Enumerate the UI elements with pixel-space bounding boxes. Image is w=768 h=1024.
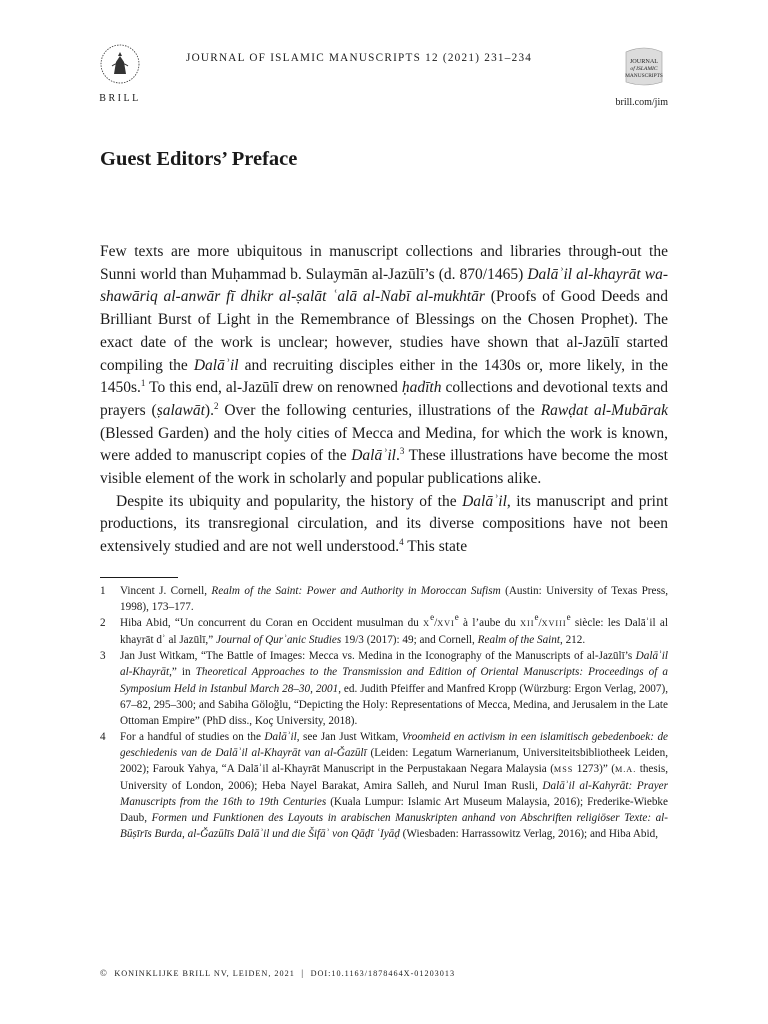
- publisher-name: BRILL: [99, 93, 141, 104]
- text-run: (Kuala Lumpur: Islamic Art Museum Malaysia, 2016); Frederike-Wiebke Daub,: [120, 796, 668, 825]
- italic-term: Dalāʾil: [264, 730, 297, 743]
- article-title: Guest Editors’ Preface: [100, 148, 298, 170]
- superscript: e: [566, 612, 571, 623]
- footnote-divider: [100, 577, 178, 578]
- text-run: , its manuscript and print productions, its transregional circulation, and its diverse compositions have not been extensively studied and are not well understood.: [100, 492, 668, 556]
- footnotes: [100, 583, 668, 843]
- superscript: e: [430, 612, 435, 623]
- journal-logo: [620, 42, 668, 90]
- italic-term: ḥadīth: [401, 379, 442, 397]
- text-run: .: [395, 447, 400, 465]
- text-run: (Blessed Garden) and the holy cities of Mecca and Medina, for which the work is known, were added to manuscript copies of the: [100, 424, 668, 465]
- footnote-2: [100, 612, 668, 648]
- journal-logo-line-1: JOURNAL: [629, 58, 659, 65]
- journal-url-link[interactable]: brill.com/jim: [615, 97, 668, 108]
- journal-logo-line-2: of ISLAMIC: [630, 66, 658, 72]
- small-caps-abbr: M.A.: [614, 765, 637, 775]
- page-footer: [100, 968, 668, 978]
- italic-term: Dalāʾil: [351, 447, 396, 465]
- text-run: siècle: les Dalāʾil al khayrāt dʾ al Jazūlī,”: [120, 617, 668, 647]
- cited-title: Dalāʾil al-Kahyrāt: Prayer Manuscripts from the 16th to 19th Centuries: [120, 780, 668, 809]
- italic-term: Dalāʾil: [193, 356, 239, 374]
- footnote-ref-4[interactable]: 4: [399, 537, 404, 548]
- cited-title: Theoretical Approaches to the Transmission and Edition of Oriental Manuscripts: Proceedings of a Symposium Held in Istanbul March 28–30, 2001: [120, 666, 669, 695]
- italic-term: Rawḍat al-Mubārak: [540, 401, 669, 419]
- copyright-symbol: ©: [100, 968, 108, 978]
- brill-logo: [97, 42, 143, 104]
- text-run: collections and devotional texts and prayers (: [100, 379, 669, 419]
- body-paragraph-1: [100, 241, 668, 491]
- cited-title: Realm of the Saint: [477, 634, 560, 647]
- superscript: e: [534, 612, 539, 623]
- footnote-text: [120, 583, 668, 615]
- text-run: , see Jan Just Witkam,: [296, 730, 402, 743]
- footnote-1: [100, 583, 668, 615]
- text-run: This state: [403, 538, 468, 556]
- cited-title: Formen und Funktionen des Layouts in arabischen Manuskripten anhand von Abschriften religiöser Texte: al-Būṣīrīs Burda, al-Ǧazūlīs Dalāʾil und die Šifāʾ von Qāḍī ʿIyāḍ: [120, 812, 668, 841]
- text-run: ,” in: [169, 666, 196, 679]
- text-run: To this end, al-Jazūlī drew on renowned: [145, 379, 402, 397]
- text-run: and recruiting disciples either in the 1430s or, more likely, in the 1450s.: [100, 356, 669, 397]
- footnote-text: [120, 648, 668, 728]
- footnote-3: [100, 648, 668, 728]
- text-run: 19/3 (2017): 49; and Cornell,: [341, 634, 478, 647]
- footnote-ref-2[interactable]: 2: [213, 400, 219, 411]
- publisher-line: KONINKLIJKE BRILL NV, LEIDEN, 2021: [114, 969, 295, 978]
- body-paragraph-2: [100, 491, 668, 559]
- text-run: (Wiesbaden: Harrassowitz Verlag, 2016); and Hiba Abid,: [399, 828, 659, 841]
- superscript: e: [454, 612, 459, 623]
- italic-term: ṣalawāt: [156, 401, 205, 419]
- text-run: For a handful of studies on the: [120, 730, 265, 743]
- text-run: These illustrations have become the most visible element of the work in scholarly and popular publications alike.: [100, 447, 668, 488]
- text-run: ).: [204, 401, 214, 419]
- text-run: (Austin: University of Texas Press, 1998), 173–177.: [120, 585, 668, 614]
- journal-running-head: JOURNAL OF ISLAMIC MANUSCRIPTS 12 (2021) 231–234: [186, 52, 533, 64]
- footnote-number: 1: [100, 585, 106, 597]
- text-run: , ed. Judith Pfeiffer and Manfred Kropp (Würzburg: Ergon Verlag, 2007), 67–82, 295–300; and Sabiha Göloğlu, “Depicting the Holy: Representations of Mecca, Medina, and Jerusalem in the Late Ottoman Empire” (PhD diss., Koç University, 2018).: [120, 682, 669, 727]
- footnote-number: 4: [100, 730, 106, 743]
- text-run: Vincent J. Cornell,: [120, 585, 212, 597]
- text-run: Over the following centuries, illustrations of the: [218, 401, 541, 419]
- century-numeral: XII: [520, 619, 535, 629]
- doi-link[interactable]: DOI:10.1163/1878464X-01203013: [310, 969, 456, 978]
- text-run: Jan Just Witkam, “The Battle of Images: Mecca vs. Medina in the Iconography of the Manuscripts of al-Jazūlī’s: [120, 650, 636, 663]
- text-run: Despite its ubiquity and popularity, the history of the: [116, 492, 463, 510]
- text-run: Hiba Abid, “Un concurrent du Coran en Occident musulman du: [120, 617, 424, 630]
- century-numeral: XVI: [437, 619, 455, 629]
- cited-title: Realm of the Saint: Power and Authority in Moroccan Sufism: [211, 585, 501, 597]
- text-run: , 212.: [559, 634, 586, 647]
- text-run: /: [434, 617, 438, 630]
- journal-logo-line-3: MANUSCRIPTS: [625, 73, 663, 79]
- italic-term: Dalāʾil: [462, 492, 507, 510]
- century-numeral: XVIII: [541, 619, 567, 629]
- cited-title: Journal of Qurʾanic Studies: [215, 634, 342, 647]
- footnote-number: 3: [100, 650, 106, 663]
- footnote-text: [120, 612, 668, 648]
- brill-seal-icon: [98, 42, 142, 86]
- footnote-number: 2: [100, 617, 106, 630]
- work-title-italic: Dalāʾil al-khayrāt wa-shawāriq al-anwār fī dhikr al-ṣalāt ʿalā al-Nabī al-mukhtār: [100, 265, 668, 306]
- small-caps-abbr: MSS: [553, 765, 574, 775]
- article-body: [100, 241, 668, 559]
- footnote-4: [100, 729, 668, 843]
- footnote-text: [120, 729, 668, 843]
- text-run: thesis, University of London, 2006); Heba Nayel Barakat, Amira Salleh, and Nurul Iman Rusli,: [120, 763, 668, 793]
- cited-title: Dalāʾil al-Khayrāt: [120, 650, 668, 679]
- footnote-ref-1[interactable]: 1: [140, 378, 146, 389]
- footnote-ref-3[interactable]: 3: [399, 446, 405, 457]
- text-run: 1273)” (: [573, 763, 615, 776]
- text-run: (Leiden: Legatum Warnerianum, Universiteitsbibliotheek Leiden, 2002); Farouk Yahya, “A Dalāʾil al-Khayrāt Manuscript in the Perpustakaan Negara Malaysia (: [120, 746, 668, 776]
- century-numeral: X: [423, 619, 431, 629]
- text-run: (Proofs of Good Deeds and Brilliant Burst of Light in the Remembrance of Blessings on the Chosen Prophet). The exact date of the work is unclear; however, studies have shown that al-Jazūlī started compiling the: [100, 288, 669, 374]
- text-run: Few texts are more ubiquitous in manuscript collections and libraries through-out the Sunni world than Muḥammad b. Sulaymān al-Jazūlī’s (d. 870/1465): [100, 243, 668, 283]
- text-run: /: [538, 617, 542, 630]
- footer-separator: |: [301, 968, 305, 978]
- text-run: à l’aube du: [458, 617, 521, 630]
- cited-title: Vroomheid en activism in een islamitisch gebedenboek: de geschiedenis van de Dalāʾil al-Khayrāt van al-Ǧazūlī: [120, 730, 668, 759]
